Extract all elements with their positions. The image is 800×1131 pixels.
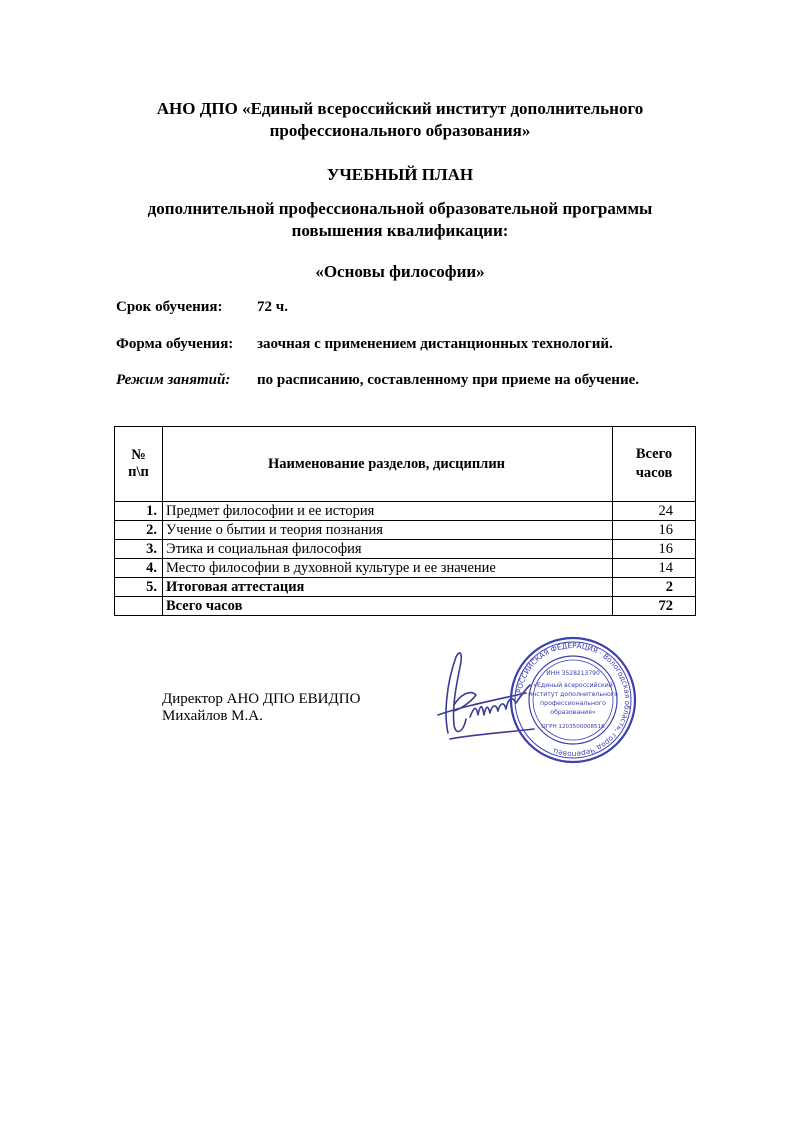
header-total-hours bbox=[613, 427, 696, 502]
study-mode-label: Режим занятий: bbox=[116, 372, 231, 388]
study-form-label: Форма обучения: bbox=[116, 336, 234, 352]
row-number: 1. bbox=[115, 502, 163, 521]
study-form-value: заочная с применением дистанционных технологий. bbox=[257, 336, 613, 352]
organization-name bbox=[0, 98, 800, 142]
stamp-center-line-4: образования» bbox=[550, 709, 596, 716]
row-number: 2. bbox=[115, 521, 163, 540]
study-form-row bbox=[116, 334, 613, 354]
study-mode-value: по расписанию, составленному при приеме на обучение. bbox=[257, 372, 639, 388]
table-total-row bbox=[115, 597, 696, 616]
director-name: Михайлов М.А. bbox=[162, 708, 263, 724]
stamp-center-line-1: «Единый всероссийский bbox=[533, 682, 613, 689]
row-section-name: Учение о бытии и теория познания bbox=[163, 521, 613, 540]
row-number: 5. bbox=[115, 578, 163, 597]
total-label: Всего часов bbox=[163, 597, 613, 616]
stamp-center-line-3: профессионального bbox=[540, 700, 606, 707]
header-hours-line-2: часов bbox=[635, 465, 673, 481]
study-mode-row bbox=[116, 370, 639, 390]
row-hours: 16 bbox=[613, 521, 696, 540]
row-section-name: Место философии в духовной культуре и ее значение bbox=[163, 559, 613, 578]
row-number: 3. bbox=[115, 540, 163, 559]
course-title: «Основы философии» bbox=[315, 262, 485, 281]
header-section-name: Наименование разделов, дисциплин bbox=[163, 427, 613, 502]
row-hours: 24 bbox=[613, 502, 696, 521]
row-number: 4. bbox=[115, 559, 163, 578]
table-header-row bbox=[115, 427, 696, 502]
row-hours: 14 bbox=[613, 559, 696, 578]
curriculum-table bbox=[114, 426, 696, 616]
total-number bbox=[115, 597, 163, 616]
stamp-ogrn: ОГРН 1203500008516 bbox=[541, 724, 605, 730]
study-term-value: 72 ч. bbox=[257, 299, 288, 315]
program-line-2: повышения квалификации: bbox=[291, 221, 509, 240]
total-hours: 72 bbox=[613, 597, 696, 616]
study-term-row bbox=[116, 297, 288, 317]
program-description bbox=[0, 198, 800, 242]
header-number: № п\п bbox=[115, 427, 163, 502]
stamp-outer-text: РОССИЙСКАЯ ФЕДЕРАЦИЯ · Вологодская область, город Череповец bbox=[514, 640, 633, 760]
row-hours: 2 bbox=[613, 578, 696, 597]
table-row bbox=[115, 502, 696, 521]
director-title: Директор АНО ДПО ЕВИДПО bbox=[162, 691, 361, 707]
row-section-name: Этика и социальная философия bbox=[163, 540, 613, 559]
row-hours: 16 bbox=[613, 540, 696, 559]
table-row bbox=[115, 578, 696, 597]
header-hours-line-1: Всего bbox=[635, 446, 673, 462]
organization-line-2: профессионального образования» bbox=[269, 121, 531, 140]
stamp-inn: ИНН 3528213790 bbox=[546, 670, 600, 677]
table-row bbox=[115, 521, 696, 540]
organization-stamp bbox=[508, 635, 638, 765]
table-row bbox=[115, 540, 696, 559]
program-line-1: дополнительной профессиональной образовательной программы bbox=[147, 199, 653, 218]
row-section-name: Предмет философии и ее история bbox=[163, 502, 613, 521]
table-row bbox=[115, 559, 696, 578]
study-term-label: Срок обучения: bbox=[116, 299, 223, 315]
stamp-center-line-2: институт дополнительного bbox=[528, 691, 618, 698]
row-section-name: Итоговая аттестация bbox=[163, 578, 613, 597]
document-title: УЧЕБНЫЙ ПЛАН bbox=[326, 165, 474, 184]
organization-line-1: АНО ДПО «Единый всероссийский институт дополнительного bbox=[156, 99, 644, 118]
